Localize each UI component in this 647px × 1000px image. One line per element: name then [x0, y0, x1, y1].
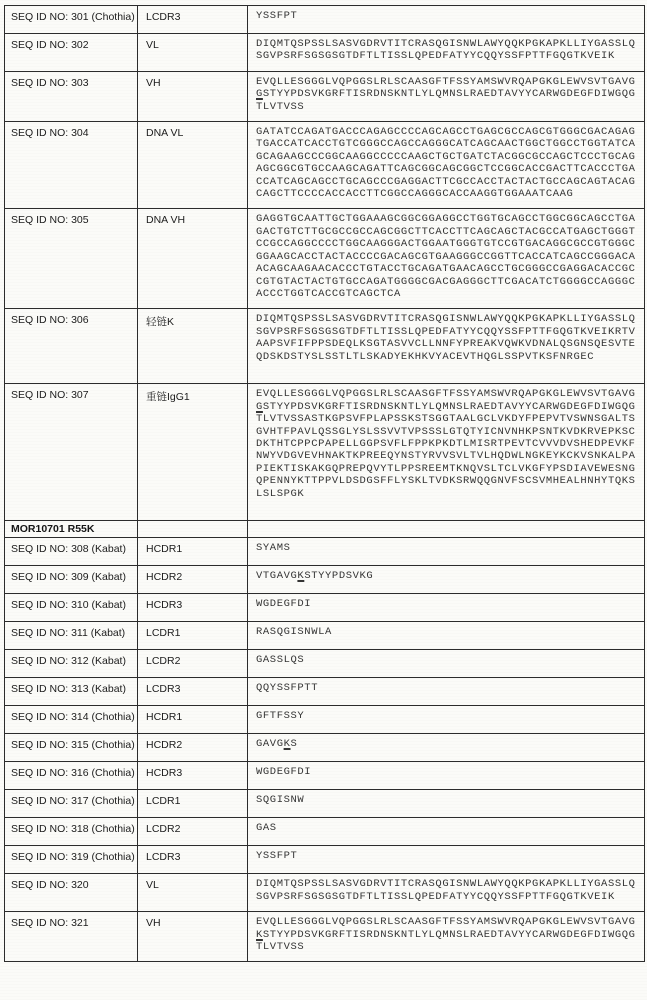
sequence-cell [248, 912, 645, 962]
sequence-line: EVQLLESGGGLVQPGGSLRLSCAASGFTFSSYAMSWVRQAPGKGLEWVSVTGAVG [256, 916, 636, 929]
sequence-line: CAGCTTCCCCACCACCTTCGGCCAGGGCACCAAGGTGGAAATCAAG [256, 188, 574, 201]
table-row [5, 818, 645, 846]
sequence-line: DIQMTQSPSSLSASVGDRVTITCRASQGISNWLAWYQQKPGKAPKLLIYGASSLQ [256, 38, 636, 50]
sequence-cell [248, 734, 645, 762]
table-row [5, 6, 645, 34]
region-cell: LCDR3 [138, 678, 248, 706]
underlined-residue: K [256, 928, 263, 941]
region-cell: VH [138, 71, 248, 121]
sequence-line: TLVTVSS [256, 100, 305, 113]
seq-id-cell: SEQ ID NO: 318 (Chothia) [5, 818, 138, 846]
table-row [5, 762, 645, 790]
region-cell: VL [138, 874, 248, 912]
seq-id-cell: SEQ ID NO: 310 (Kabat) [5, 594, 138, 622]
seq-id-cell: SEQ ID NO: 312 (Kabat) [5, 650, 138, 678]
sequence-cell [248, 521, 645, 538]
seq-id-cell: SEQ ID NO: 303 [5, 71, 138, 121]
underlined-residue: G [256, 400, 263, 413]
table-row [5, 678, 645, 706]
seq-id-cell: SEQ ID NO: 301 (Chothia) [5, 6, 138, 34]
sequence-line: KSTYYPDSVKGRFTISRDNSKNTLYLQMNSLRAEDTAVYYCARWGDEGFDIWGQG [256, 928, 636, 941]
section-label: MOR10701 R55K [5, 521, 138, 538]
table-row [5, 309, 645, 384]
region-cell: VH [138, 912, 248, 962]
sequence-line [256, 363, 640, 375]
sequence-cell [248, 790, 645, 818]
seq-id-cell: SEQ ID NO: 314 (Chothia) [5, 706, 138, 734]
sequence-line: GACTGTCTTGCGCCGCCAGCGGCTTCACCTTCAGCAGCTACGCCATGAGCTGGGT [256, 225, 636, 238]
sequence-line: SQGISNW [256, 794, 305, 807]
sequence-line: AGCGGCGTGCCAAGCAGATTCAGCGGCAGCGGCTCCGGCACCGACTTCACCCTGA [256, 163, 636, 176]
region-cell: LCDR3 [138, 846, 248, 874]
sequence-cell [248, 566, 645, 594]
sequence-line: DIQMTQSPSSLSASVGDRVTITCRASQGISNWLAWYQQKPGKAPKLLIYGASSLQ [256, 878, 636, 891]
table-row [5, 734, 645, 762]
sequence-line: SGVPSRFSGSGSGTDFTLTISSLQPEDFATYYCQQYSSFPTTFGQGTKVEIKRTV [256, 325, 636, 338]
sequence-line: RASQGISNWLA [256, 626, 332, 639]
table-row [5, 912, 645, 962]
region-cell: VL [138, 34, 248, 72]
table-row [5, 790, 645, 818]
seq-id-cell: SEQ ID NO: 309 (Kabat) [5, 566, 138, 594]
seq-id-cell: SEQ ID NO: 308 (Kabat) [5, 538, 138, 566]
region-cell: LCDR3 [138, 6, 248, 34]
sequence-line: CCGCCAGGCCCCTGGCAAGGGACTGGAATGGGTGTCCGTGACAGGCGCCGTGGGC [256, 238, 636, 251]
sequence-line: EVQLLESGGGLVQPGGSLRLSCAASGFTFSSYAMSWVRQAPGKGLEWVSVTGAVG [256, 75, 636, 88]
seq-id-cell: SEQ ID NO: 305 [5, 209, 138, 309]
sequence-line: SGVPSRFSGSGSGTDFTLTISSLQPEDFATYYCQQYSSFPTTFGQGTKVEIK [256, 50, 615, 63]
region-cell: HCDR1 [138, 706, 248, 734]
underlined-residue: K [283, 738, 291, 751]
sequence-cell [248, 6, 645, 34]
region-cell: DNA VL [138, 122, 248, 209]
sequence-line: GVHTFPAVLQSSGLYSLSSVVTVPSSSLGTQTYICNVNHKPSNTKVDKRVEPKSC [256, 425, 636, 438]
sequence-cell [248, 384, 645, 521]
seq-id-cell: SEQ ID NO: 313 (Kabat) [5, 678, 138, 706]
sequence-line: GSTYYPDSVKGRFTISRDNSKNTLYLQMNSLRAEDTAVYYCARWGDEGFDIWGQG [256, 400, 636, 413]
sequence-line: AAPSVFIFPPSDEQLKSGTASVVCLLNNFYPREAKVQWKVDNALQSGNSQESVTE [256, 338, 636, 351]
sequence-line: CCATCAGCAGCCTGCAGCCCGAGGACTTCGCCACCTACTACTGCCAGCAGTACAG [256, 175, 636, 188]
sequence-line: LSLSPGK [256, 487, 305, 500]
region-cell: 轻链K [138, 309, 248, 384]
sequence-line: DKTHTCPPCPAPELLGGPSVFLFPPKPKDTLMISRTPEVTCVVVDVSHEDPEVKF [256, 437, 636, 450]
region-cell: HCDR2 [138, 734, 248, 762]
sequence-line: TLVTVSS [256, 941, 305, 954]
region-cell: HCDR1 [138, 538, 248, 566]
region-cell [138, 521, 248, 538]
table-row [5, 384, 645, 521]
sequence-cell [248, 122, 645, 209]
sequence-line: QPENNYKTTPPVLDSDGSFFLYSKLTVDKSRWQQGNVFSCSVMHEALHNHYTQKS [256, 475, 636, 488]
table-row [5, 650, 645, 678]
seq-id-cell: SEQ ID NO: 307 [5, 384, 138, 521]
sequence-line: GCAGAAGCCCGGCAAGGCCCCCAAGCTGCTGATCTACGGCGCCAGCTCCCTGCAG [256, 150, 636, 163]
sequence-line: ACCCTGGTCACCGTCAGCTCA [256, 287, 401, 300]
seq-id-cell: SEQ ID NO: 304 [5, 122, 138, 209]
sequence-line: GASSLQS [256, 654, 305, 667]
region-cell: LCDR2 [138, 818, 248, 846]
sequence-line: GGAAGCACCTACTACCCCGACAGCGTGAAGGGCCGGTTCACCATCAGCCGGGACA [256, 250, 636, 263]
sequence-cell [248, 538, 645, 566]
sequence-line: TGACCATCACCTGTCGGGCCAGCCAGGGCATCAGCAACTGGCTGGCCTGGTATCA [256, 138, 636, 151]
sequence-line: GFTFSSY [256, 710, 305, 723]
sequence-line: PIEKTISKAKGQPREPQVYTLPPSREEMTKNQVSLTCLVKGFYPSDIAVEWESNG [256, 462, 636, 475]
sequence-cell [248, 34, 645, 72]
table-row [5, 566, 645, 594]
table-row [5, 594, 645, 622]
table-row [5, 34, 645, 72]
seq-id-cell: SEQ ID NO: 319 (Chothia) [5, 846, 138, 874]
underlined-residue: G [256, 88, 263, 101]
sequence-cell [248, 846, 645, 874]
region-cell: HCDR2 [138, 566, 248, 594]
sequence-cell [248, 594, 645, 622]
sequence-line: DIQMTQSPSSLSASVGDRVTITCRASQGISNWLAWYQQKPGKAPKLLIYGASSLQ [256, 313, 636, 326]
table-row [5, 71, 645, 121]
sequence-cell [248, 622, 645, 650]
sequence-line: WGDEGFDI [256, 598, 312, 611]
table-row [5, 622, 645, 650]
region-cell: LCDR1 [138, 790, 248, 818]
sequence-cell [248, 71, 645, 121]
sequence-line: EVQLLESGGGLVQPGGSLRLSCAASGFTFSSYAMSWVRQAPGKGLEWVSVTGAVG [256, 388, 636, 401]
seq-id-cell: SEQ ID NO: 320 [5, 874, 138, 912]
region-cell: DNA VH [138, 209, 248, 309]
sequence-cell [248, 309, 645, 384]
sequence-cell [248, 209, 645, 309]
table-row [5, 538, 645, 566]
section-header-row [5, 521, 645, 538]
sequence-cell [248, 762, 645, 790]
sequence-line: WGDEGFDI [256, 766, 312, 779]
region-cell: 重链IgG1 [138, 384, 248, 521]
seq-id-cell: SEQ ID NO: 302 [5, 34, 138, 72]
sequence-line: VTGAVGKSTYYPDSVKG [256, 570, 374, 583]
sequence-line: ACAGCAAGAACACCCTGTACCTGCAGATGAACAGCCTGCGGGCCGAGGACACCGC [256, 263, 636, 276]
sequence-line: QQYSSFPTT [256, 682, 319, 695]
sequence-cell [248, 650, 645, 678]
region-cell: HCDR3 [138, 762, 248, 790]
sequence-cell [248, 706, 645, 734]
region-cell: HCDR3 [138, 594, 248, 622]
sequence-cell [248, 678, 645, 706]
sequence-line: NWYVDGVEVHNAKTKPREEQYNSTYRVVSVLTVLHQDWLNGKEYKCKVSNKALPA [256, 450, 636, 463]
sequence-table [4, 5, 645, 962]
region-cell: LCDR2 [138, 650, 248, 678]
seq-id-cell: SEQ ID NO: 306 [5, 309, 138, 384]
underlined-residue: K [297, 570, 305, 583]
sequence-table-body [5, 6, 645, 962]
seq-id-cell: SEQ ID NO: 317 (Chothia) [5, 790, 138, 818]
table-row [5, 209, 645, 309]
sequence-line: GATATCCAGATGACCCAGAGCCCCAGCAGCCTGAGCGCCAGCGTGGGCGACAGAG [256, 126, 636, 139]
seq-id-cell: SEQ ID NO: 316 (Chothia) [5, 762, 138, 790]
table-row [5, 122, 645, 209]
sequence-line: QDSKDSTYSLSSTLTLSKADYEKHKVYACEVTHQGLSSPVTKSFNRGEC [256, 350, 595, 363]
sequence-cell [248, 818, 645, 846]
sequence-line: SYAMS [256, 542, 291, 555]
sequence-line: GAVGKS [256, 738, 298, 751]
sequence-line: YSSFPT [256, 850, 298, 863]
sequence-line: SGVPSRFSGSGSGTDFTLTISSLQPEDFATYYCQQYSSFPTTFGQGTKVEIK [256, 890, 615, 903]
sequence-line: YSSFPT [256, 10, 298, 22]
sequence-line: TLVTVSSASTKGPSVFPLAPSSKSTSGGTAALGCLVKDYFPEPVTVSWNSGALTS [256, 413, 636, 426]
table-row [5, 706, 645, 734]
sequence-line: GAS [256, 822, 277, 835]
seq-id-cell: SEQ ID NO: 315 (Chothia) [5, 734, 138, 762]
table-row [5, 874, 645, 912]
sequence-line: CGTGTACTACTGTGCCAGATGGGGCGACGAGGGCTTCGACATCTGGGGCCAGGGC [256, 275, 636, 288]
seq-id-cell: SEQ ID NO: 321 [5, 912, 138, 962]
sequence-cell [248, 874, 645, 912]
table-row [5, 846, 645, 874]
sequence-line: GAGGTGCAATTGCTGGAAAGCGGCGGAGGCCTGGTGCAGCCTGGCGGCAGCCTGA [256, 213, 636, 226]
region-cell: LCDR1 [138, 622, 248, 650]
sequence-line [256, 500, 640, 512]
seq-id-cell: SEQ ID NO: 311 (Kabat) [5, 622, 138, 650]
sequence-line: GSTYYPDSVKGRFTISRDNSKNTLYLQMNSLRAEDTAVYYCARWGDEGFDIWGQG [256, 88, 636, 101]
